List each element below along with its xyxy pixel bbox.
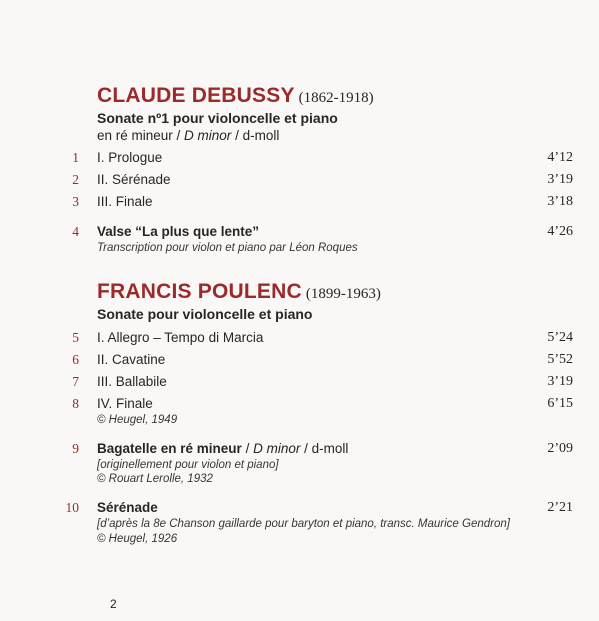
track-duration: 2’21 <box>547 500 573 515</box>
track-title <box>97 441 348 456</box>
track-title-part: D minor <box>253 441 301 456</box>
composer-name: FRANCIS POULENC <box>97 280 302 303</box>
track-duration: 5’52 <box>547 352 573 367</box>
work-title: Sonate nº1 pour violoncelle et piano <box>97 110 338 126</box>
track-title: III. Ballabile <box>97 374 167 389</box>
track-note: © Heugel, 1949 <box>97 414 178 426</box>
track-title-part: / <box>241 441 254 456</box>
track-row <box>0 500 599 520</box>
track-number: 3 <box>72 194 79 209</box>
track-title-part: / d-moll <box>300 441 349 456</box>
track-title: II. Cavatine <box>97 352 166 367</box>
track-duration: 6’15 <box>547 396 573 411</box>
track-duration: 4’12 <box>547 150 573 165</box>
track-title: Sérénade <box>97 500 158 515</box>
track-title: II. Sérénade <box>97 172 171 187</box>
composer-heading-poulenc <box>97 280 381 304</box>
track-title: I. Prologue <box>97 150 163 165</box>
track-number: 7 <box>72 374 79 389</box>
track-title: I. Allegro – Tempo di Marcia <box>97 330 264 345</box>
track-row <box>0 194 599 214</box>
track-number: 4 <box>72 224 79 239</box>
track-duration: 3’19 <box>547 374 573 389</box>
composer-dates: (1899-1963) <box>305 286 381 302</box>
track-note: Transcription pour violon et piano par Léon Roques <box>97 242 358 254</box>
track-row <box>0 374 599 394</box>
track-title: Valse “La plus que lente” <box>97 224 260 239</box>
track-duration: 2’09 <box>547 441 573 456</box>
composer-name: CLAUDE DEBUSSY <box>97 84 295 107</box>
track-note-copyright: © Heugel, 1926 <box>97 533 178 545</box>
track-number: 1 <box>72 150 79 165</box>
composer-heading-debussy <box>97 84 374 108</box>
track-number: 5 <box>72 330 79 345</box>
track-note-copyright: © Rouart Lerolle, 1932 <box>97 473 213 485</box>
track-note: [d’après la 8e Chanson gaillarde pour baryton et piano, transc. Maurice Gendron] <box>97 518 510 530</box>
track-duration: 4’26 <box>547 224 573 239</box>
track-row <box>0 172 599 192</box>
track-row <box>0 224 599 244</box>
composer-dates: (1862-1918) <box>298 90 374 106</box>
track-title: III. Finale <box>97 194 153 209</box>
track-number: 6 <box>72 352 79 367</box>
track-duration: 3’18 <box>547 194 573 209</box>
track-row <box>0 352 599 372</box>
track-number: 2 <box>72 172 79 187</box>
track-duration: 5’24 <box>547 330 573 345</box>
work-key-part: / d-moll <box>231 128 280 143</box>
track-note: [originellement pour violon et piano] <box>97 459 279 471</box>
work-key-part: en ré mineur / <box>97 128 185 143</box>
track-row <box>0 150 599 170</box>
track-row <box>0 396 599 416</box>
track-number: 8 <box>72 396 79 411</box>
track-title-bold: Bagatelle en ré mineur <box>97 441 242 456</box>
track-row <box>0 330 599 350</box>
track-number: 10 <box>65 500 79 515</box>
work-key <box>97 128 279 143</box>
track-title: IV. Finale <box>97 396 153 411</box>
work-title: Sonate pour violoncelle et piano <box>97 306 313 322</box>
track-duration: 3’19 <box>547 172 573 187</box>
work-key-part: D minor <box>184 128 232 143</box>
page-number: 2 <box>110 597 117 611</box>
track-number: 9 <box>72 441 79 456</box>
track-row <box>0 441 599 461</box>
